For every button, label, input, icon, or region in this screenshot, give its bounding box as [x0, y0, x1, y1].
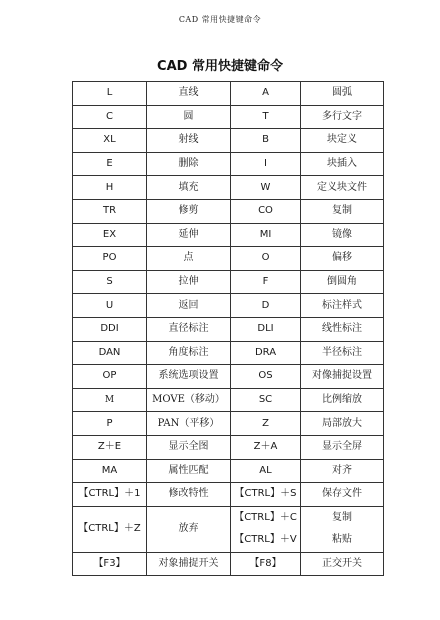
shortcut-key: S	[73, 270, 147, 294]
command-name: 填充	[147, 176, 231, 200]
shortcut-key: AL	[231, 459, 301, 483]
table-row	[73, 483, 384, 507]
shortcut-key: 【F3】	[73, 552, 147, 576]
command-name: 圆	[147, 105, 231, 129]
command-name: MOVE（移动）	[147, 388, 231, 412]
command-name: 系统选项设置	[147, 365, 231, 389]
shortcut-key: MI	[231, 223, 301, 247]
table-row	[73, 247, 384, 271]
shortcut-key: 【F8】	[231, 552, 301, 576]
page-title: CAD 常用快捷键命令	[157, 59, 283, 74]
shortcut-table-body	[73, 82, 384, 576]
table-row	[73, 365, 384, 389]
shortcut-key: DDI	[73, 317, 147, 341]
shortcut-table	[72, 81, 384, 576]
shortcut-key: DAN	[73, 341, 147, 365]
shortcut-key: 【CTRL】＋V	[234, 534, 297, 546]
table-row	[73, 82, 384, 106]
command-name: 拉伸	[147, 270, 231, 294]
shortcut-key: OS	[231, 365, 301, 389]
command-name: 直径标注	[147, 317, 231, 341]
shortcut-key: A	[231, 82, 301, 106]
shortcut-key: W	[231, 176, 301, 200]
command-name: 局部放大	[301, 412, 384, 436]
command-name: PAN（平移）	[147, 412, 231, 436]
command-name: 块插入	[301, 152, 384, 176]
command-name: 正交开关	[301, 552, 384, 576]
shortcut-key: C	[73, 105, 147, 129]
command-name: 角度标注	[147, 341, 231, 365]
shortcut-key: OP	[73, 365, 147, 389]
table-row	[73, 294, 384, 318]
command-name: 延伸	[147, 223, 231, 247]
command-name: 保存文件	[301, 483, 384, 507]
command-name: 修改特性	[147, 483, 231, 507]
shortcut-key: I	[231, 152, 301, 176]
shortcut-key: M	[73, 388, 147, 412]
command-name: 偏移	[301, 247, 384, 271]
table-row	[73, 459, 384, 483]
command-name-pair	[301, 506, 384, 552]
command-name: 射线	[147, 129, 231, 153]
shortcut-key: 【CTRL】＋S	[231, 483, 301, 507]
shortcut-key: Z	[231, 412, 301, 436]
shortcut-key: Z＋A	[231, 435, 301, 459]
shortcut-key: E	[73, 152, 147, 176]
shortcut-key: 【CTRL】＋1	[73, 483, 147, 507]
table-row	[73, 341, 384, 365]
command-name: 粘贴	[332, 534, 352, 546]
command-name: 对象捕捉开关	[147, 552, 231, 576]
shortcut-key: D	[231, 294, 301, 318]
table-row	[73, 388, 384, 412]
command-name: 线性标注	[301, 317, 384, 341]
shortcut-key: 【CTRL】＋C	[234, 511, 297, 523]
shortcut-key: DLI	[231, 317, 301, 341]
table-row	[73, 223, 384, 247]
command-name: 显示全图	[147, 435, 231, 459]
table-row	[73, 105, 384, 129]
command-name: 比例缩放	[301, 388, 384, 412]
command-name: 块定义	[301, 129, 384, 153]
command-name: 多行文字	[301, 105, 384, 129]
command-name: 放弃	[147, 506, 231, 552]
command-name: 点	[147, 247, 231, 271]
command-name: 修剪	[147, 199, 231, 223]
table-row	[73, 552, 384, 576]
shortcut-key: F	[231, 270, 301, 294]
command-name: 返回	[147, 294, 231, 318]
command-name: 定义块文件	[301, 176, 384, 200]
running-header: CAD 常用快捷键命令	[178, 15, 262, 24]
command-name: 倒圆角	[301, 270, 384, 294]
command-name: 标注样式	[301, 294, 384, 318]
shortcut-key: B	[231, 129, 301, 153]
shortcut-key: EX	[73, 223, 147, 247]
shortcut-key: H	[73, 176, 147, 200]
command-name: 删除	[147, 152, 231, 176]
command-name: 半径标注	[301, 341, 384, 365]
shortcut-key: O	[231, 247, 301, 271]
shortcut-key: 【CTRL】＋Z	[73, 506, 147, 552]
shortcut-key: Z＋E	[73, 435, 147, 459]
command-name: 圆弧	[301, 82, 384, 106]
shortcut-key: U	[73, 294, 147, 318]
command-name: 显示全屏	[301, 435, 384, 459]
table-row	[73, 270, 384, 294]
shortcut-key: L	[73, 82, 147, 106]
shortcut-key-pair	[231, 506, 301, 552]
shortcut-key: T	[231, 105, 301, 129]
command-name: 直线	[147, 82, 231, 106]
shortcut-key: PO	[73, 247, 147, 271]
command-name: 镜像	[301, 223, 384, 247]
shortcut-key: TR	[73, 199, 147, 223]
table-row	[73, 435, 384, 459]
table-row	[73, 152, 384, 176]
shortcut-key: P	[73, 412, 147, 436]
shortcut-key: XL	[73, 129, 147, 153]
command-name: 对齐	[301, 459, 384, 483]
command-name: 复制	[332, 511, 352, 523]
table-row	[73, 506, 384, 552]
table-row	[73, 199, 384, 223]
command-name: 复制	[301, 199, 384, 223]
shortcut-key: MA	[73, 459, 147, 483]
table-row	[73, 176, 384, 200]
command-name: 对像捕捉设置	[301, 365, 384, 389]
shortcut-key: SC	[231, 388, 301, 412]
shortcut-key: DRA	[231, 341, 301, 365]
table-row	[73, 317, 384, 341]
table-row	[73, 129, 384, 153]
command-name: 属性匹配	[147, 459, 231, 483]
shortcut-key: CO	[231, 199, 301, 223]
table-row	[73, 412, 384, 436]
